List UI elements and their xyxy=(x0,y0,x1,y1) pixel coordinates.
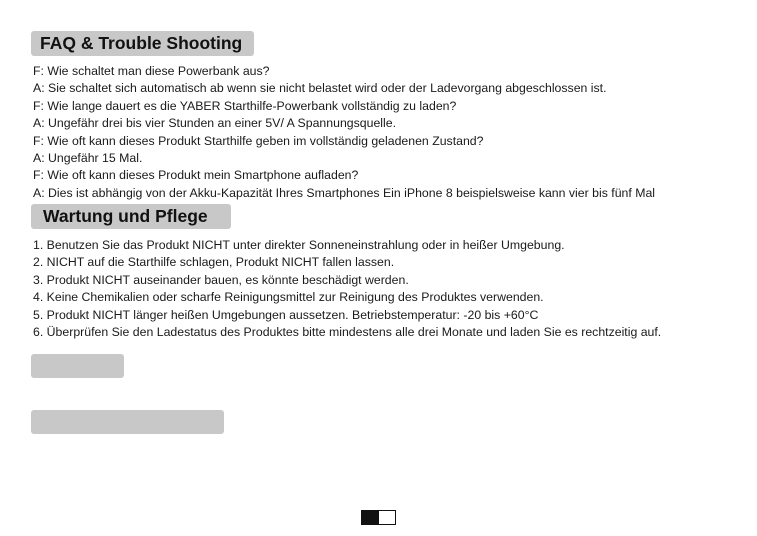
faq-line: A: Ungefähr 15 Mal. xyxy=(33,151,143,166)
care-list xyxy=(33,237,661,341)
faq-line: F: Wie oft kann dieses Produkt Starthilfe geben im vollständig geladenen Zustand? xyxy=(33,133,484,148)
faq-line: F: Wie oft kann dieses Produkt mein Smartphone aufladen? xyxy=(33,168,359,183)
faq-line: F: Wie schaltet man diese Powerbank aus? xyxy=(33,64,270,78)
page-marker xyxy=(361,510,396,525)
faq-line: F: Wie lange dauert es die YABER Starthilfe-Powerbank vollständig zu laden? xyxy=(33,98,457,113)
faq-list xyxy=(33,63,655,202)
blank-heading-bar xyxy=(31,410,224,434)
care-line: 3. Produkt NICHT auseinander bauen, es könnte beschädigt werden. xyxy=(33,272,409,287)
care-line: 1. Benutzen Sie das Produkt NICHT unter direkter Sonneneinstrahlung oder in heißer Umgebung. xyxy=(33,238,565,252)
care-line: 2. NICHT auf die Starthilfe schlagen, Produkt NICHT fallen lassen. xyxy=(33,255,395,270)
faq-heading: FAQ & Trouble Shooting xyxy=(31,31,254,56)
blank-heading-bar xyxy=(31,354,124,378)
faq-line: A: Sie schaltet sich automatisch ab wenn sie nicht belastet wird oder der Ladevorgang abgeschlossen ist. xyxy=(33,81,607,96)
page-marker-fill xyxy=(362,511,379,524)
faq-line: A: Ungefähr drei bis vier Stunden an einer 5V/ A Spannungsquelle. xyxy=(33,116,397,131)
faq-line: A: Dies ist abhängig von der Akku-Kapazität Ihres Smartphones Ein iPhone 8 beispielsweise kann vier bis fünf Mal xyxy=(33,185,656,200)
care-line: 5. Produkt NICHT länger heißen Umgebungen aussetzen. Betriebstemperatur: -20 bis +60°C xyxy=(33,307,539,322)
care-line: 4. Keine Chemikalien oder scharfe Reinigungsmittel zur Reinigung des Produktes verwenden. xyxy=(33,290,544,305)
care-line: 6. Überprüfen Sie den Ladestatus des Produktes bitte mindestens alle drei Monate und laden Sie es rechtzeitig auf. xyxy=(33,325,662,340)
care-heading: Wartung und Pflege xyxy=(31,204,231,229)
